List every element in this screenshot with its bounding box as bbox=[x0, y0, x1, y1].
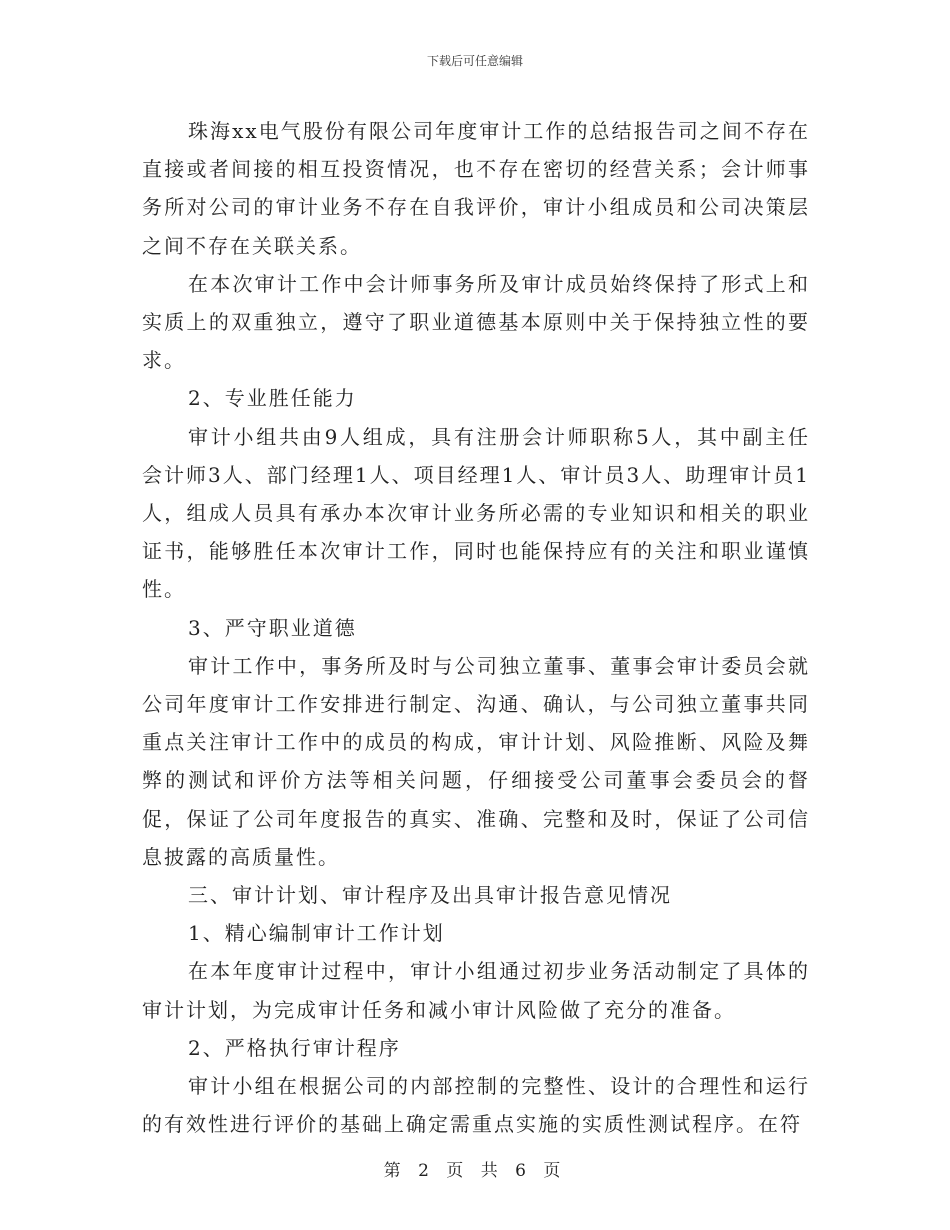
paragraph: 在本年度审计过程中，审计小组通过初步业务活动制定了具体的审计计划，为完成审计任务和减小审计风险做了充分的准备。 bbox=[142, 959, 810, 1022]
document-body bbox=[142, 112, 810, 1143]
page-number-footer: 第 2 页 共 6 页 bbox=[383, 1161, 567, 1181]
paragraph: 审计小组共由9人组成，具有注册会计师职称5人，其中副主任会计师3人、部门经理1人、项目经理1人、审计员3人、助理审计员1人，组成人员具有承办本次审计业务所必需的专业知识和相关的职业证书，能够胜任本次审计工作，同时也能保持应有的关注和职业谨慎性。 bbox=[142, 424, 810, 602]
section-heading: 3、严守职业道德 bbox=[188, 615, 357, 640]
section-heading: 三、审计计划、审计程序及出具审计报告意见情况 bbox=[188, 883, 672, 908]
section-heading: 2、专业胜任能力 bbox=[188, 386, 357, 411]
paragraph: 珠海xx电气股份有限公司年度审计工作的总结报告司之间不存在直接或者间接的相互投资情况，也不存在密切的经营关系；会计师事务所对公司的审计业务不存在自我评价，审计小组成员和公司决策层之间不存在关联关系。 bbox=[142, 119, 810, 258]
section-heading: 2、严格执行审计程序 bbox=[188, 1035, 401, 1060]
page-header: 下载后可任意编辑 bbox=[426, 54, 523, 68]
paragraph: 审计小组在根据公司的内部控制的完整性、设计的合理性和运行的有效性进行评价的基础上确定需重点实施的实质性测试程序。在符 bbox=[142, 1074, 810, 1137]
section-heading: 1、精心编制审计工作计划 bbox=[188, 921, 445, 946]
paragraph: 在本次审计工作中会计师事务所及审计成员始终保持了形式上和实质上的双重独立，遵守了职业道德基本原则中关于保持独立性的要求。 bbox=[142, 271, 810, 373]
paragraph: 审计工作中，事务所及时与公司独立董事、董事会审计委员会就公司年度审计工作安排进行制定、沟通、确认，与公司独立董事共同重点关注审计工作中的成员的构成，审计计划、风险推断、风险及舞弊的测试和评价方法等相关问题，仔细接受公司董事会委员会的督促，保证了公司年度报告的真实、准确、完整和及时，保证了公司信息披露的高质量性。 bbox=[142, 653, 810, 869]
